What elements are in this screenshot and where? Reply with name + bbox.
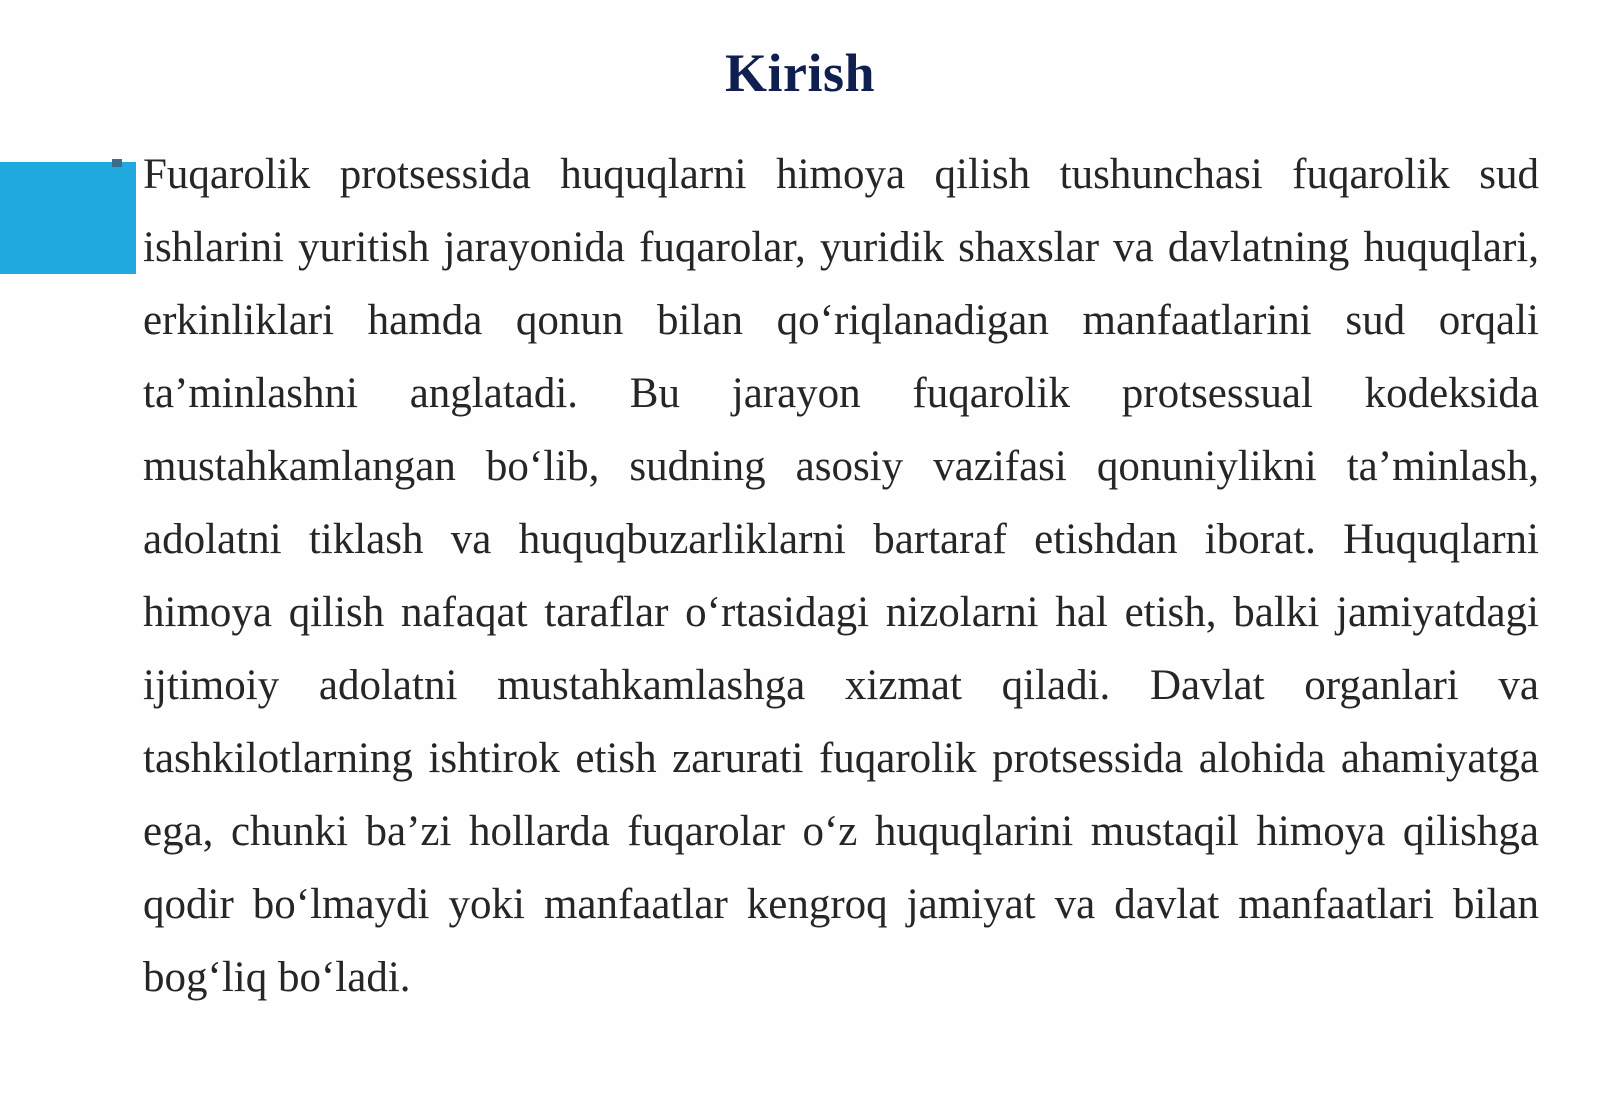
body-paragraph: Fuqarolik protsessida huquqlarni himoya qilish tushunchasi fuqarolik sud ishlarini yuritish jarayonida fuqarolar, yuridik shaxslar va davlatning huquqlari, erkinliklari hamda qonun bilan qo‘riqlanadigan manfaatlarini sud orqali ta’minlashni anglatadi. Bu jarayon fuqarolik protsessual kodeksida mustahkamlangan bo‘lib, sudning asosiy vazifasi qonuniylikni ta’minlash, adolatni tiklash va huquqbuzarliklarni bartaraf etishdan iborat. Huquqlarni himoya qilish nafaqat taraflar o‘rtasidagi nizolarni hal etish, balki jamiyatdagi ijtimoiy adolatni mustahkamlashga xizmat qiladi. Davlat organlari va tashkilotlarning ishtirok etish zarurati fuqarolik protsessida alohida ahamiyatga ega, chunki ba’zi hollarda fuqarolar o‘z huquqlarini mustaqil himoya qilishga qodir bo‘lmaydi yoki manfaatlar kengroq jamiyat va davlat manfaatlari bilan bog‘liq bo‘ladi. <box>143 151 1539 1001</box>
bullet-marker <box>112 159 122 167</box>
accent-bar <box>0 162 136 274</box>
slide-title: Kirish <box>724 43 876 103</box>
